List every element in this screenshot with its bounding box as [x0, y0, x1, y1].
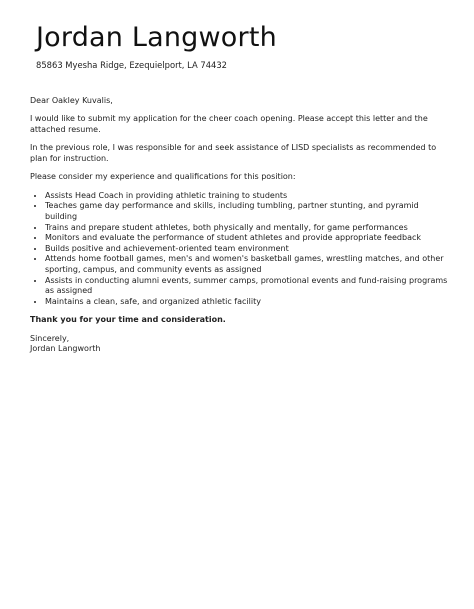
signoff: Sincerely, [30, 333, 70, 343]
list-item: • Trains and prepare student athletes, both physically and mentally, for game performances [45, 223, 450, 234]
list-item: • Attends home football games, men's and women's basketball games, wrestling matches, and other sporting, campus, and community events as assigned [45, 254, 450, 275]
paragraph-experience: In the previous role, I was responsible for and seek assistance of LISD specialists as recommended to plan for instruction. [30, 143, 437, 163]
paragraph-qualifications: Please consider my experience and qualifications for this position: [30, 172, 296, 182]
thank-you-line: Thank you for your time and consideration. [30, 315, 226, 325]
applicant-address: 85863 Myesha Ridge, Ezequielport, LA 74432 [36, 60, 228, 70]
list-item: • Maintains a clean, safe, and organized athletic facility [45, 297, 450, 308]
signature-name: Jordan Langworth [30, 344, 101, 354]
closing-block [30, 334, 450, 355]
list-item: • Monitors and evaluate the performance of student athletes and provide appropriate feedback [45, 233, 450, 244]
list-item: • Assists Head Coach in providing athletic training to students [45, 191, 450, 202]
list-item: • Teaches game day performance and skills, including tumbling, partner stunting, and pyramid building [45, 201, 450, 222]
qualifications-list [30, 191, 450, 308]
list-item: • Builds positive and achievement-oriented team environment [45, 244, 450, 255]
paragraph-intro: I would like to submit my application for the cheer coach opening. Please accept this letter and the attached resume. [30, 114, 428, 134]
letter-body [30, 96, 450, 355]
list-item: • Assists in conducting alumni events, summer camps, promotional events and fund-raising programs as assigned [45, 276, 450, 297]
salutation: Dear Oakley Kuvalis, [30, 96, 113, 105]
applicant-name: Jordan Langworth [36, 22, 277, 53]
